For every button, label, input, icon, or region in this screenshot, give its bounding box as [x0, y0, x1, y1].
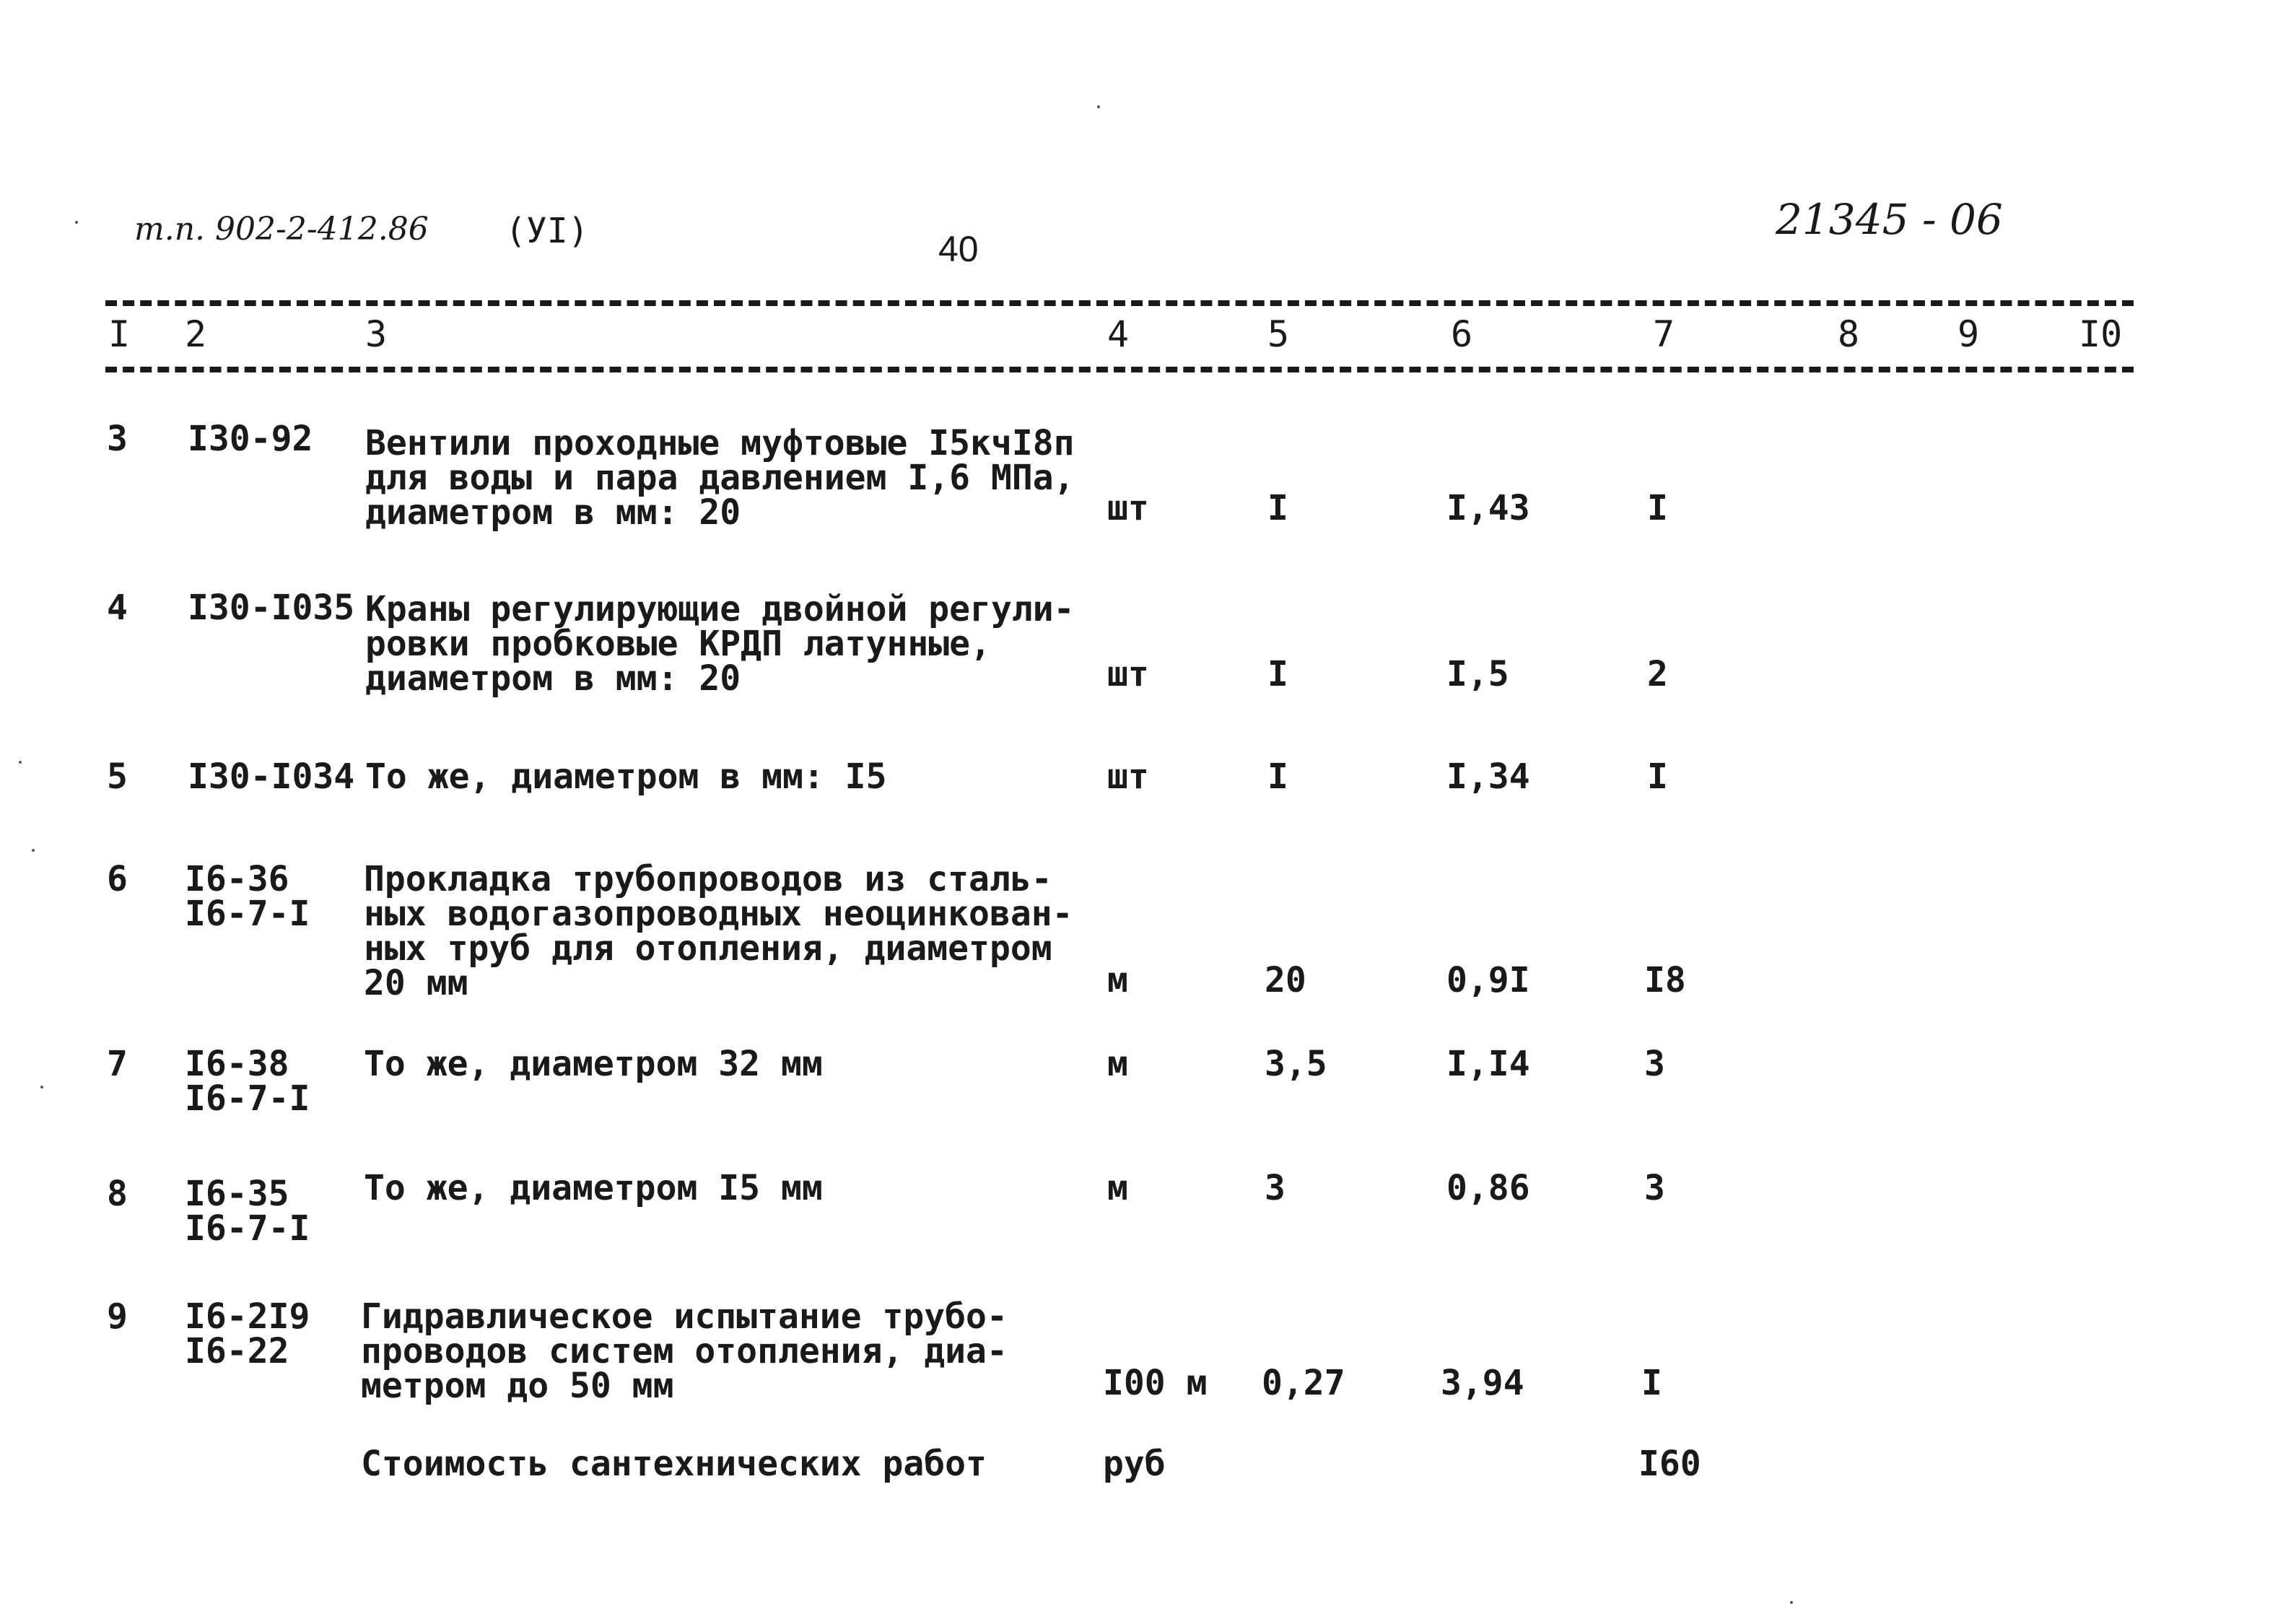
- scan-speck: [40, 1086, 43, 1089]
- column-header-3: 3: [365, 313, 388, 355]
- scan-speck: [32, 849, 35, 852]
- row-norm: I,34: [1446, 756, 1530, 797]
- row-norm: 3,94: [1441, 1363, 1524, 1403]
- column-header-6: 6: [1451, 313, 1473, 355]
- scan-speck: [1790, 1601, 1793, 1604]
- row-norm: I,I4: [1446, 1044, 1530, 1084]
- document-code: 21345 - 06: [1776, 195, 2003, 244]
- row-total: 2: [1647, 654, 1668, 694]
- document-series-number: т.п. 902-2-412.86: [134, 211, 429, 248]
- row-total: I: [1641, 1363, 1662, 1403]
- row-number: 3: [107, 419, 128, 459]
- row-description: Краны регулирующие двойной регули- ровки пробковые КРДП латунные, диаметром в мм: 20: [365, 589, 1075, 699]
- row-description: То же, диаметром 32 мм: [364, 1044, 823, 1084]
- column-header-10: I0: [2079, 313, 2123, 355]
- row-code: I6-36 I6-7-I: [185, 859, 310, 934]
- row-norm: 0,9I: [1446, 960, 1530, 1000]
- row-total: 3: [1644, 1168, 1665, 1208]
- row-total: I: [1647, 756, 1668, 797]
- row-code: I6-38 I6-7-I: [185, 1044, 310, 1119]
- row-unit: шт: [1107, 654, 1149, 694]
- row-unit: м: [1107, 1168, 1128, 1208]
- row-description: Гидравлическое испытание трубо- проводов систем отопления, диа- метром до 50 мм: [361, 1296, 1008, 1406]
- row-quantity: I: [1267, 488, 1288, 528]
- row-number: 7: [107, 1044, 128, 1084]
- header-bottom-divider: [105, 367, 2134, 372]
- summary-label: Стоимость сантехнических работ: [361, 1444, 987, 1484]
- page-number: 40: [938, 229, 979, 269]
- row-code: I6-35 I6-7-I: [185, 1174, 310, 1249]
- row-unit: шт: [1107, 756, 1149, 797]
- row-quantity: I: [1267, 654, 1288, 694]
- row-unit: м: [1107, 960, 1128, 1000]
- row-total: I: [1647, 488, 1668, 528]
- row-quantity: 3: [1265, 1168, 1286, 1208]
- row-quantity: 0,27: [1262, 1363, 1345, 1403]
- row-unit: I00 м: [1103, 1363, 1208, 1403]
- row-number: 4: [107, 588, 128, 628]
- summary-unit: руб: [1103, 1444, 1166, 1484]
- row-number: 5: [107, 756, 128, 797]
- row-code: I30-I034: [188, 756, 355, 797]
- row-unit: м: [1107, 1044, 1128, 1084]
- scan-speck: [1097, 105, 1100, 108]
- row-code: I6-2I9 I6-22: [185, 1296, 310, 1371]
- row-quantity: I: [1267, 756, 1288, 797]
- column-header-4: 4: [1107, 313, 1130, 355]
- column-header-1: I: [108, 313, 131, 355]
- row-total: 3: [1644, 1044, 1665, 1084]
- row-number: 8: [107, 1174, 128, 1214]
- column-header-2: 2: [185, 313, 207, 355]
- row-number: 9: [107, 1296, 128, 1337]
- row-code: I30-92: [188, 419, 313, 459]
- row-quantity: 3,5: [1265, 1044, 1327, 1084]
- column-header-8: 8: [1838, 313, 1860, 355]
- row-description: Вентили проходные муфтовые I5кчI8п для воды и пара давлением I,6 МПа, диаметром в мм: 20: [365, 423, 1075, 533]
- header-top-divider: [105, 300, 2134, 306]
- row-unit: шт: [1107, 488, 1149, 528]
- row-total: I8: [1644, 960, 1686, 1000]
- row-description: То же, диаметром I5 мм: [364, 1168, 823, 1208]
- column-header-9: 9: [1957, 313, 1980, 355]
- column-header-7: 7: [1653, 313, 1675, 355]
- scan-speck: [19, 761, 22, 764]
- row-norm: 0,86: [1446, 1168, 1530, 1208]
- row-code: I30-I035: [188, 588, 355, 628]
- scan-speck: [75, 221, 78, 224]
- document-part-label: (УI): [505, 211, 589, 251]
- summary-total: I60: [1638, 1444, 1701, 1484]
- row-quantity: 20: [1265, 960, 1306, 1000]
- row-number: 6: [107, 859, 128, 899]
- column-header-5: 5: [1267, 313, 1290, 355]
- row-norm: I,43: [1446, 488, 1530, 528]
- row-norm: I,5: [1446, 654, 1509, 694]
- row-description: Прокладка трубопроводов из сталь- ных водогазопроводных неоцинкован- ных труб для отопления, диаметром 20 мм: [364, 859, 1073, 1003]
- row-description: То же, диаметром в мм: I5: [365, 756, 887, 797]
